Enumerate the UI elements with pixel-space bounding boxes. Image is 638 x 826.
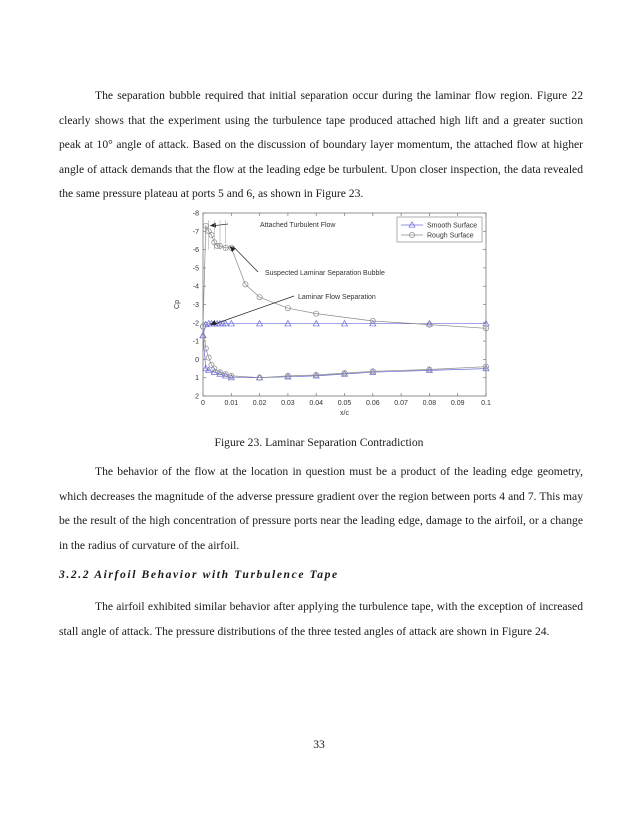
annotation-arrow-head [230,246,236,252]
x-tick-label: 0.03 [281,400,295,407]
x-tick-label: 0.04 [309,400,324,407]
annotation-label: Suspected Laminar Separation Bubble [265,270,385,277]
y-tick-label: -7 [192,228,199,236]
section-heading: 3.2.2 Airfoil Behavior with Turbulence Tape [59,568,339,581]
annotation-label: Attached Turbulent Flow [260,222,336,229]
paragraph-turbulence-tape [59,595,583,644]
y-tick-label: 2 [195,393,199,401]
series-0-point [313,321,319,326]
y-tick-label: -3 [192,302,199,309]
annotation-label: Laminar Flow Separation [298,294,376,301]
x-tick-label: 0.08 [422,400,437,407]
cp-chart [0,200,638,460]
y-tick-label: -5 [192,265,199,273]
annotation-arrow-line [213,296,294,325]
series-0-point [257,321,263,326]
x-tick-label: 0.09 [450,400,465,407]
paragraph-flow-behavior [59,460,583,558]
x-tick-label: 0.07 [394,400,408,407]
page-number: 33 [313,738,325,751]
paragraph-1-text: The separation bubble required that initial separation occur during the laminar flow region. Figure 22 clearly shows that the experiment using the turbulence tape produced attached high lift and a greater suction peak at 10° angle of attack. Based on the discussion of boundary layer momentum, the attached flow at higher angle of attack demands that the flow at the leading edge be turbulent. Upon closer inspection, the data revealed the same pressure plateau at ports 5 and 6, as shown in Figure 23. [59,89,583,200]
annotation-arrow-line [233,246,258,272]
x-axis-label: x/c [340,410,349,417]
series-0-point [285,321,291,326]
x-tick-label: 0.06 [365,400,380,407]
y-tick-label: -6 [192,247,199,255]
chart-series [200,223,489,380]
x-tick-label: 0.01 [224,400,239,407]
legend-label: Smooth Surface [427,222,478,230]
paragraph-separation-bubble [59,84,583,207]
y-tick-label: -4 [192,283,199,291]
figure-caption: Figure 23. Laminar Separation Contradiction [214,436,424,449]
chart-annotations [209,220,385,325]
annotation-arrow-head [210,223,216,228]
y-tick-label: -8 [192,210,199,218]
series-0-point [342,321,348,326]
annotation-arrow-head [210,320,216,325]
paragraph-2-text: The behavior of the flow at the location in question must be a product of the leading edge geometry, which decreases the magnitude of the adverse pressure gradient over the region between ports 4 and 7. This may be the result of the high concentration of pressure ports near the leading edge, damage to the airfoil, or a change in the radius of curvature of the airfoil. [59,465,583,552]
y-tick-label: -1 [192,338,199,346]
x-tick-label: 0.05 [337,400,352,407]
y-tick-label: -2 [192,320,199,328]
x-tick-label: 0.1 [481,400,491,407]
x-tick-label: 0 [201,400,205,407]
chart-legend [397,217,482,242]
y-tick-label: 1 [195,375,199,383]
y-axis-label: Cp [174,300,181,309]
legend-label: Rough Surface [427,232,474,240]
paragraph-3-text: The airfoil exhibited similar behavior after applying the turbulence tape, with the exception of increased stall angle of attack. The pressure distributions of the three tested angles of attack are shown in Figure 24. [59,600,583,638]
y-tick-label: 0 [195,356,199,364]
series-0-point [228,321,234,326]
x-tick-label: 0.02 [252,400,267,407]
